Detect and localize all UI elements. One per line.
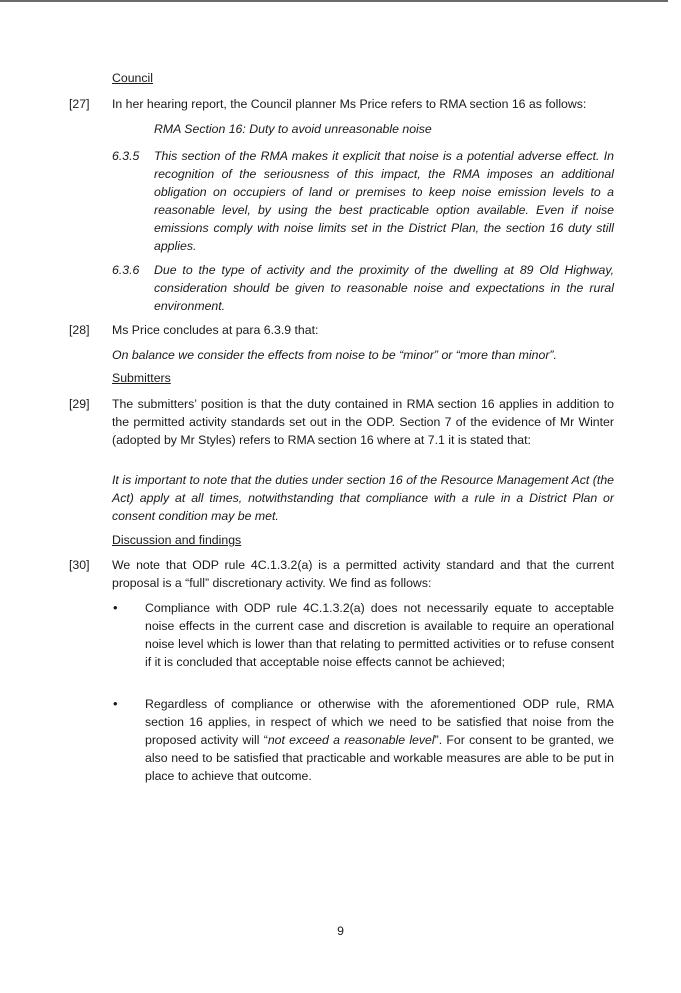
paragraph-number-30: [30]	[69, 558, 90, 572]
paragraph-number-27: [27]	[69, 97, 90, 111]
heading-council: Council	[112, 71, 154, 85]
quote-title-rma-section-16: RMA Section 16: Duty to avoid unreasonable noise	[154, 122, 432, 136]
subparagraph-number-6-3-6: 6.3.6	[112, 263, 140, 277]
subparagraph-6-3-6-text: Due to the type of activity and the proximity of the dwelling at 89 Old Highway, consideration should be given to reasonable noise and expectations in the rural environment.	[154, 263, 614, 313]
paragraph-27-text: In her hearing report, the Council planner Ms Price refers to RMA section 16 as follows:	[112, 97, 587, 111]
finding-bullet-2-emphasis: not exceed a reasonable level	[267, 733, 435, 747]
heading-submitters: Submitters	[112, 371, 171, 385]
finding-bullet-1: Compliance with ODP rule 4C.1.3.2(a) does not necessarily equate to acceptable noise effects in the current case and discretion is available to require an operational noise level which is lower than that relating to permitted activities or to refuse consent if it is concluded that acceptable noise effects cannot be achieved;	[145, 601, 614, 669]
heading-discussion-and-findings: Discussion and findings	[112, 533, 242, 547]
finding-bullet-2-part-1: Regardless of compliance or otherwise with the aforementioned ODP rule, RMA section 16 applies, in respect of which we need to be satisfied that noise from the proposed activity will	[145, 697, 614, 747]
paragraph-29-text: The submitters’ position is that the duty contained in RMA section 16 applies in addition to the permitted activity standards set out in the ODP. Section 7 of the evidence of Mr Winter (adopted by Mr Styles) refers to RMA section 16 where at 7.1 it is stated that:	[112, 397, 614, 447]
finding-bullet-2: Regardless of compliance or otherwise with the aforementioned ODP rule, RMA section 16 applies, in respect of which we need to be satisfied that noise from the proposed activity will “not exceed a reasonable level”. For consent to be granted, we also need to be satisfied that practicable and workable measures are able to be put in place to achieve that outcome.	[145, 697, 614, 783]
paragraph-28-quote: On balance we consider the effects from noise to be “minor” or “more than minor”.	[112, 348, 557, 362]
paragraph-number-29: [29]	[69, 397, 90, 411]
finding-bullet-2-part-2: ”. For consent to be granted, we also need to be satisfied that practicable and workable measures are able to be put in place to achieve that outcome.	[145, 733, 614, 783]
paragraph-28-text: Ms Price concludes at para 6.3.9 that:	[112, 323, 319, 337]
paragraph-number-28: [28]	[69, 323, 90, 337]
page-top-border	[0, 0, 668, 2]
bullet-marker: •	[113, 600, 118, 615]
paragraph-30-text: We note that ODP rule 4C.1.3.2(a) is a permitted activity standard and that the current proposal is a “full” discretionary activity. We find as follows:	[112, 558, 614, 590]
subparagraph-6-3-5-text: This section of the RMA makes it explicit that noise is a potential adverse effect. In recognition of the seriousness of this impact, the RMA imposes an additional obligation on occupiers of land or premises to keep noise emission levels to a reasonable level, by using the best practicable option available. Even if noise emissions comply with noise limits set in the District Plan, the section 16 duty still applies.	[154, 149, 614, 253]
paragraph-29-quote: It is important to note that the duties under section 16 of the Resource Management Act (the Act) apply at all times, notwithstanding that compliance with a rule in a District Plan or consent condition may be met.	[112, 473, 614, 523]
page-number: 9	[337, 924, 344, 938]
bullet-marker: •	[113, 696, 118, 711]
subparagraph-number-6-3-5: 6.3.5	[112, 149, 140, 163]
